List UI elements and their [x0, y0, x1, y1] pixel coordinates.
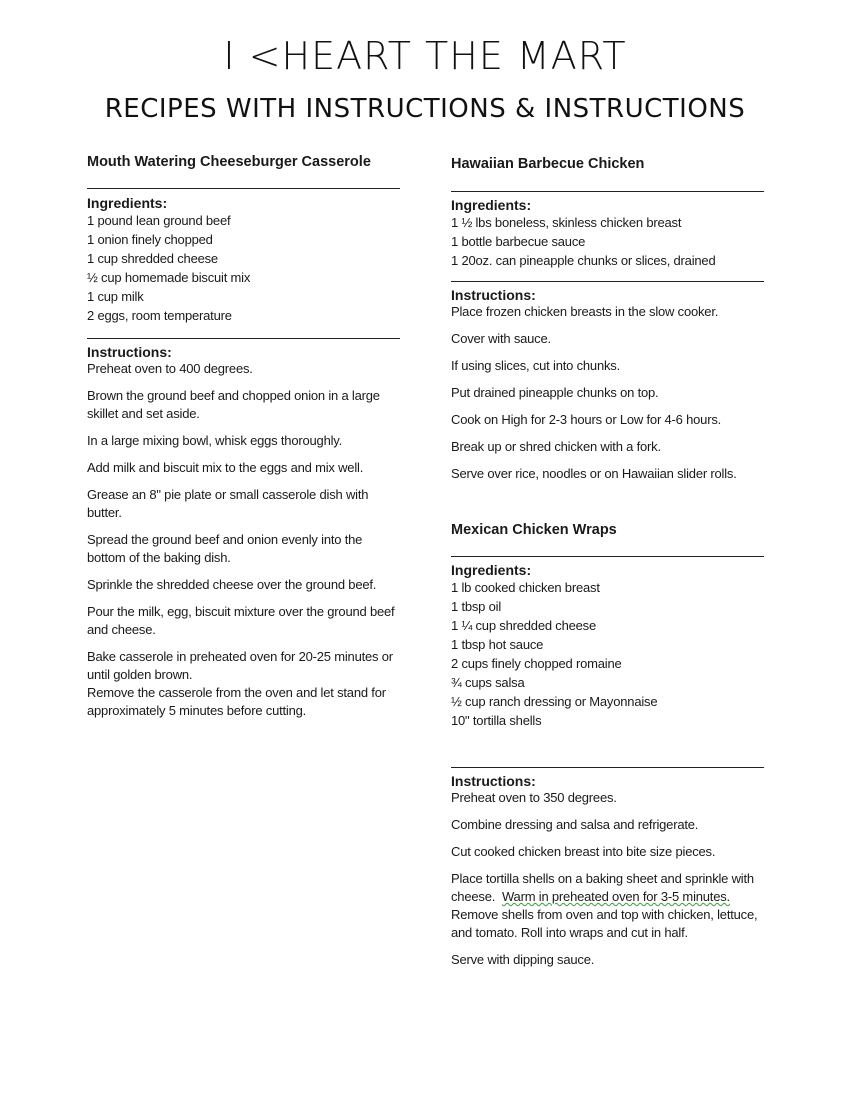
- instruction-step: Pour the milk, egg, biscuit mixture over the ground beef and cheese.: [87, 604, 395, 637]
- instruction-step: Add milk and biscuit mix to the eggs and mix well.: [87, 460, 364, 475]
- instruction-step: Sprinkle the shredded cheese over the ground beef.: [87, 577, 377, 592]
- ingredient-item: ½ cup homemade biscuit mix: [87, 270, 251, 285]
- instruction-step: Remove shells from oven and top with chicken, lettuce, and tomato. Roll into wraps and cut in half.: [451, 907, 758, 940]
- instruction-step: Preheat oven to 350 degrees.: [451, 790, 617, 805]
- ingredient-item: 1 pound lean ground beef: [87, 213, 231, 228]
- ingredient-item: 1 onion finely chopped: [87, 232, 213, 247]
- instruction-text: Place tortilla shells on a baking sheet and sprinkle with cheese.: [451, 871, 754, 904]
- divider: [87, 338, 400, 339]
- ingredient-item: 1 tbsp oil: [451, 599, 502, 614]
- instruction-step: [451, 870, 764, 906]
- instruction-step: Serve with dipping sauce.: [451, 952, 595, 967]
- ingredients-list: [451, 578, 764, 730]
- instructions-heading: Instructions:: [87, 344, 172, 360]
- recipe-mexican-chicken-wraps: [451, 522, 764, 969]
- instruction-step: Preheat oven to 400 degrees.: [87, 361, 253, 376]
- instructions-list: [87, 360, 400, 720]
- divider: [451, 767, 764, 768]
- ingredient-item: 10" tortilla shells: [451, 713, 542, 728]
- instruction-step: If using slices, cut into chunks.: [451, 358, 620, 373]
- instruction-step: Spread the ground beef and onion evenly into the bottom of the baking dish.: [87, 532, 363, 565]
- ingredient-item: 2 eggs, room temperature: [87, 308, 232, 323]
- recipe-column-right: [451, 148, 764, 978]
- ingredient-item: 1 ½ lbs boneless, skinless chicken breast: [451, 215, 682, 230]
- instruction-step: Place frozen chicken breasts in the slow cooker.: [451, 304, 719, 319]
- instruction-step: Combine dressing and salsa and refrigerate.: [451, 817, 699, 832]
- ingredient-item: 1 tbsp hot sauce: [451, 637, 544, 652]
- instructions-list: [451, 303, 764, 483]
- ingredient-item: 1 20oz. can pineapple chunks or slices, drained: [451, 253, 716, 268]
- recipe-title: Mouth Watering Cheeseburger Casserole: [87, 154, 371, 170]
- ingredient-item: 2 cups finely chopped romaine: [451, 656, 622, 671]
- recipe-title: Mexican Chicken Wraps: [451, 522, 617, 538]
- ingredient-item: 1 ¼ cup shredded cheese: [451, 618, 597, 633]
- ingredients-list: [451, 213, 764, 270]
- recipe-title: Hawaiian Barbecue Chicken: [451, 156, 645, 172]
- instruction-step: Cover with sauce.: [451, 331, 551, 346]
- divider: [451, 191, 764, 192]
- instructions-heading: Instructions:: [451, 773, 536, 789]
- recipe-cheeseburger-casserole: [87, 148, 400, 729]
- page-subtitle: RECIPES WITH INSTRUCTIONS & INSTRUCTIONS: [104, 94, 746, 124]
- instruction-step: Serve over rice, noodles or on Hawaiian slider rolls.: [451, 466, 737, 481]
- grammar-flagged-text: Warm in preheated oven for 3-5 minutes.: [501, 889, 730, 904]
- ingredients-heading: Ingredients:: [451, 562, 532, 578]
- divider: [451, 556, 764, 557]
- instruction-step: Cut cooked chicken breast into bite size pieces.: [451, 844, 716, 859]
- ingredient-item: 1 cup milk: [87, 289, 144, 304]
- instruction-step: In a large mixing bowl, whisk eggs thoroughly.: [87, 433, 343, 448]
- instructions-list: [451, 789, 764, 969]
- instruction-step: Brown the ground beef and chopped onion in a large skillet and set aside.: [87, 388, 380, 421]
- ingredient-item: 1 bottle barbecue sauce: [451, 234, 586, 249]
- instruction-step: Bake casserole in preheated oven for 20-25 minutes or until golden brown.: [87, 649, 393, 682]
- ingredient-item: 1 lb cooked chicken breast: [451, 580, 600, 595]
- instruction-step: Break up or shred chicken with a fork.: [451, 439, 661, 454]
- ingredients-list: [87, 211, 400, 325]
- instruction-step: Grease an 8" pie plate or small casserole dish with butter.: [87, 487, 369, 520]
- ingredient-item: ½ cup ranch dressing or Mayonnaise: [451, 694, 658, 709]
- ingredients-heading: Ingredients:: [87, 195, 168, 211]
- ingredient-item: ¾ cups salsa: [451, 675, 525, 690]
- instruction-step: Cook on High for 2-3 hours or Low for 4-6 hours.: [451, 412, 722, 427]
- ingredient-item: 1 cup shredded cheese: [87, 251, 218, 266]
- divider: [451, 281, 764, 282]
- page-title: I <HEART THE MART: [223, 34, 627, 78]
- instruction-step: Remove the casserole from the oven and let stand for approximately 5 minutes before cutting.: [87, 685, 386, 718]
- instructions-heading: Instructions:: [451, 287, 536, 303]
- divider: [87, 188, 400, 189]
- instruction-step: Put drained pineapple chunks on top.: [451, 385, 659, 400]
- ingredients-heading: Ingredients:: [451, 197, 532, 213]
- recipe-hawaiian-barbecue-chicken: [451, 156, 764, 483]
